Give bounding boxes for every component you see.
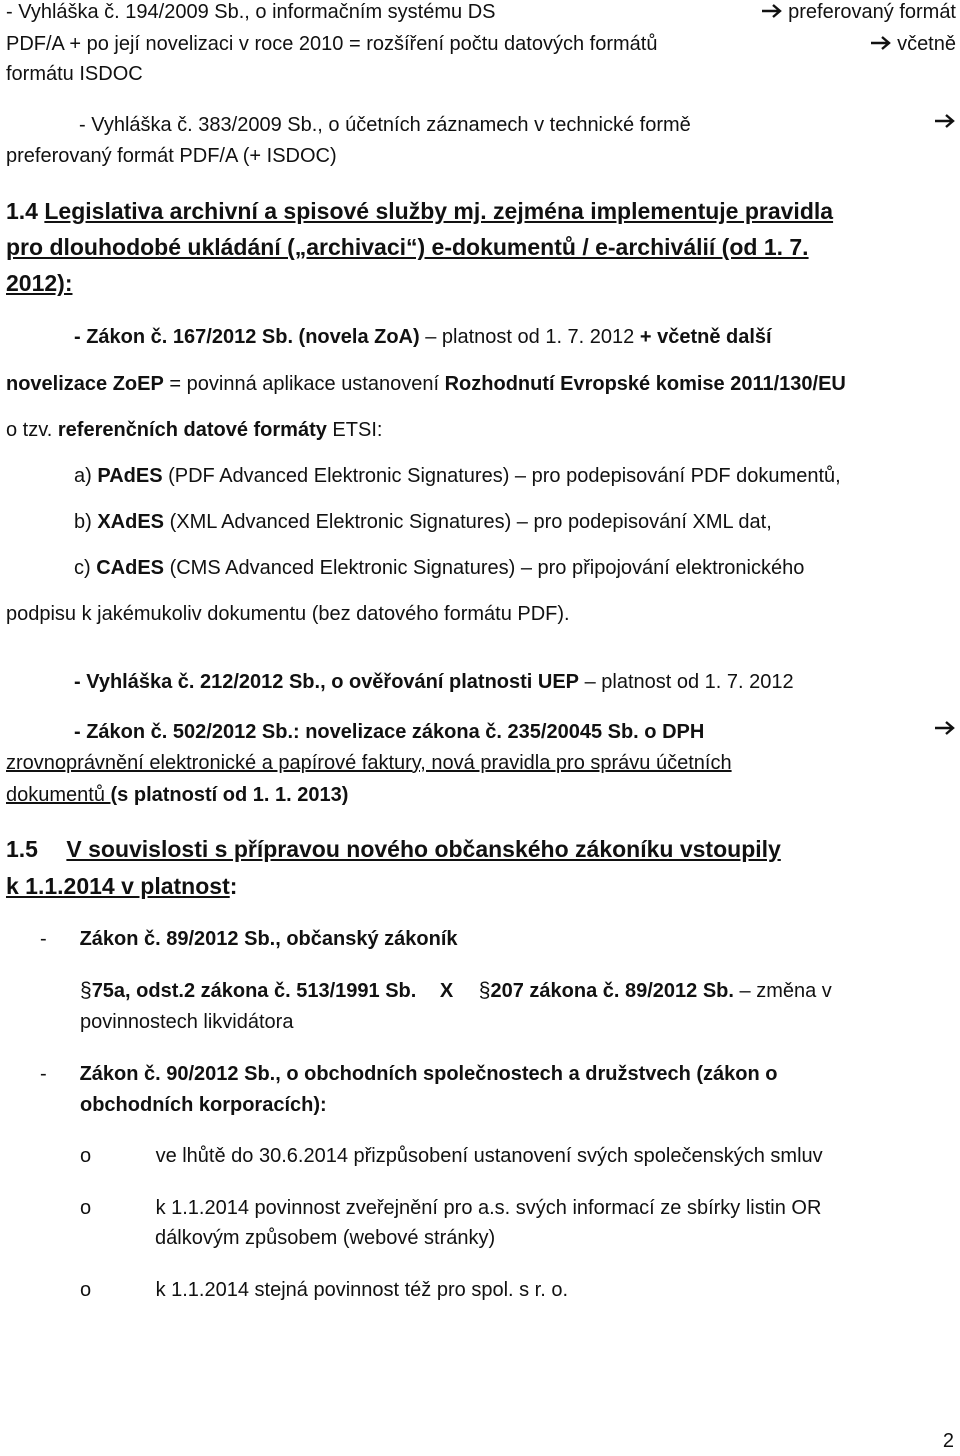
text: (CMS Advanced Elektronic Signatures) – pro připojování elektronického — [164, 557, 805, 579]
text: o tzv. — [6, 419, 58, 441]
bullet-item-3 — [80, 1278, 956, 1302]
text: CAdES — [96, 557, 165, 579]
text: - Zákon č. 167/2012 Sb. (novela ZoA) — [74, 326, 420, 348]
line-paragraf-75a — [80, 979, 956, 1003]
section-sign: § — [80, 979, 92, 1002]
text: ETSI: — [326, 419, 383, 441]
heading-1-5 — [6, 834, 956, 864]
text: – platnost od 1. 7. 2012 — [579, 671, 794, 693]
text: - Vyhláška č. 194/2009 Sb., o informačním systému DS — [6, 1, 496, 23]
line-vyhlaska-383 — [6, 113, 956, 137]
bullet-item-2 — [80, 1196, 956, 1220]
text: preferovaný formát — [788, 1, 956, 23]
section-sign: § — [478, 979, 491, 1002]
item-xades — [74, 510, 956, 534]
heading-1-4-line3: 2012): — [6, 270, 73, 296]
text: 207 zákona č. 89/2012 Sb. — [490, 980, 734, 1002]
text: 75a, odst.2 zákona č. 513/1991 Sb. — [91, 980, 417, 1002]
text: PAdES — [97, 465, 163, 487]
heading-1-5-line2 — [6, 871, 956, 901]
text: - Vyhláška č. 212/2012 Sb., o ověřování platnosti UEP — [74, 671, 580, 693]
line-preferovany: preferovaný formát PDF/A (+ ISDOC) — [6, 145, 337, 167]
line-zakon-502 — [74, 720, 956, 744]
line-pdfa — [6, 32, 956, 56]
bullet: o — [80, 1197, 92, 1219]
text: (XML Advanced Elektronic Signatures) – pro podepisování XML dat, — [164, 511, 772, 533]
line-vyhlaska-194 — [6, 0, 956, 24]
section-number: 1.5 — [6, 836, 38, 862]
text: ve lhůtě do 30.6.2014 přizpůsobení ustanovení svých společenských smluv — [155, 1145, 823, 1167]
right-arrow-icon — [870, 35, 892, 51]
heading-text: V souvislosti s přípravou nového občanského zákoníku vstoupily — [66, 836, 781, 862]
text: = povinná aplikace ustanovení — [163, 373, 445, 395]
heading-1-4-line2: pro dlouhodobé ukládání („archivaci“) e-dokumentů / e-archiválií (od 1. 7. — [6, 234, 809, 260]
line-zakon-89 — [6, 927, 956, 951]
text: + včetně další — [634, 326, 772, 348]
line-vyhlaska-212 — [74, 670, 956, 694]
text-group — [870, 32, 957, 56]
line-isdoc: formátu ISDOC — [6, 63, 143, 85]
text: k 1.1.2014 stejná povinnost též pro spol. s r. o. — [155, 1279, 569, 1301]
section-number: 1.4 — [6, 198, 38, 224]
item-pades — [74, 464, 956, 488]
text: – změna v — [733, 980, 832, 1002]
line-tzv — [6, 418, 956, 442]
dash: - — [40, 928, 47, 950]
text: k 1.1.2014 povinnost zveřejnění pro a.s. svých informací ze sbírky listin OR — [155, 1197, 822, 1219]
text: X — [439, 980, 454, 1002]
text-group — [761, 0, 956, 24]
line-podpisu: podpisu k jakémukoliv dokumentu (bez datového formátu PDF). — [6, 603, 570, 625]
line-novelizace — [6, 372, 956, 396]
text: Zákon č. 89/2012 Sb., občanský zákoník — [79, 928, 458, 950]
line-zakon-90 — [6, 1062, 956, 1086]
line-dokumentu — [6, 783, 956, 807]
text: novelizace ZoEP — [6, 373, 164, 395]
right-arrow-icon — [934, 113, 956, 129]
text: : — [229, 873, 238, 899]
text: Zákon č. 90/2012 Sb., o obchodních společnostech a družstvech (zákon o — [79, 1063, 778, 1085]
page-number: 2 — [942, 1430, 954, 1452]
heading-1-4 — [6, 196, 956, 226]
right-arrow-icon — [761, 3, 783, 19]
text: referenčních datové formáty — [57, 419, 327, 441]
text: b) — [74, 511, 98, 533]
text: - Zákon č. 502/2012 Sb.: novelizace zákona č. 235/20045 Sb. o DPH — [74, 721, 705, 743]
text: PDF/A + po její novelizaci v roce 2010 = rozšíření počtu datových formátů — [6, 33, 658, 55]
text: včetně — [897, 33, 956, 55]
text: k 1.1.2014 v platnost — [6, 873, 230, 899]
heading-text: Legislativa archivní a spisové služby mj. zejména implementuje pravidla — [44, 198, 834, 224]
line-likvidatora: povinnostech likvidátora — [80, 1011, 294, 1033]
bullet: o — [80, 1279, 92, 1301]
text: XAdES — [97, 511, 165, 533]
bullet: o — [80, 1145, 92, 1167]
text: a) — [74, 465, 98, 487]
text: - Vyhláška č. 383/2009 Sb., o účetních záznamech v technické formě — [79, 114, 691, 136]
bullet-item-1 — [80, 1144, 956, 1168]
text: c) — [74, 557, 97, 579]
line-korporace: obchodních korporacích): — [80, 1094, 327, 1116]
line-zrovnopravneni: zrovnoprávnění elektronické a papírové faktury, nová pravidla pro správu účetních — [6, 752, 732, 774]
text: Rozhodnutí Evropské komise 2011/130/EU — [444, 373, 846, 395]
right-arrow-icon — [934, 720, 956, 736]
bullet-item-2-cont: dálkovým způsobem (webové stránky) — [155, 1227, 496, 1249]
item-cades — [74, 556, 956, 580]
text: dokumentů — [6, 784, 111, 806]
text: (PDF Advanced Elektronic Signatures) – pro podepisování PDF dokumentů, — [162, 465, 841, 487]
text: – platnost od 1. 7. 2012 — [419, 326, 635, 348]
text: (s platností od 1. 1. 2013) — [110, 784, 349, 806]
line-zakon-167 — [74, 325, 956, 349]
dash: - — [40, 1063, 47, 1085]
